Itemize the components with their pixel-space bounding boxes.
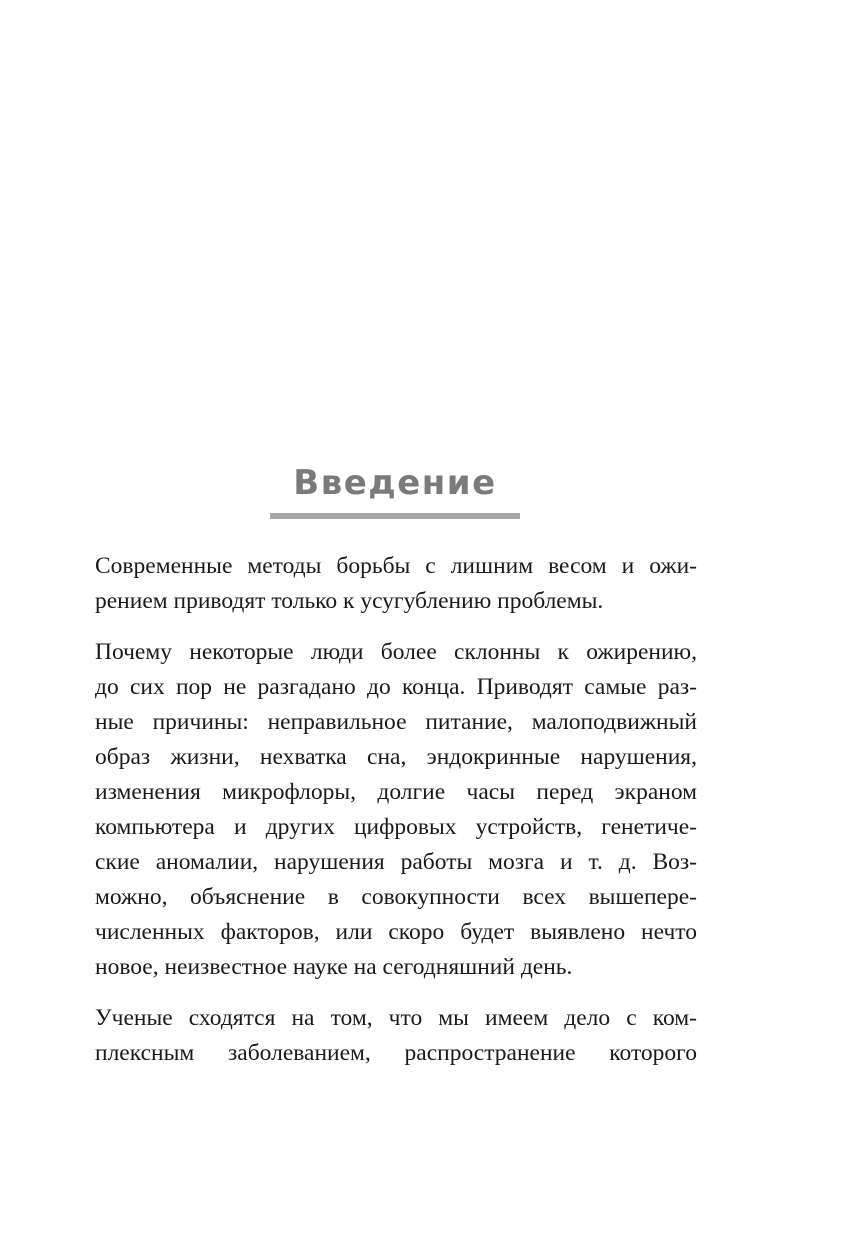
text-line: новое, неизвестное науке на сегодняшний день. <box>95 954 573 980</box>
paragraph-1 <box>95 549 697 619</box>
text-line: образ жизни, нехватка сна, эндокринные нарушения, <box>95 744 697 770</box>
chapter-heading <box>270 460 520 506</box>
text-line: ные причины: неправильное питание, малоподвижный <box>95 709 697 735</box>
text-line: изменения микрофлоры, долгие часы перед экраном <box>95 779 697 805</box>
text-line: плексным заболеванием, распространение которого <box>95 1040 697 1066</box>
body-text <box>95 549 697 1087</box>
text-line: Ученые сходятся на том, что мы имеем дело с ком- <box>95 1005 697 1031</box>
paragraph-3 <box>95 1001 697 1071</box>
text-line: численных факторов, или скоро будет выявлено нечто <box>95 919 697 945</box>
text-line: рением приводят только к усугублению проблемы. <box>95 588 604 614</box>
text-line: Современные методы борьбы с лишним весом и ожи- <box>95 553 697 579</box>
chapter-title: Введение <box>293 463 497 503</box>
text-line: Почему некоторые люди более склонны к ожирению, <box>95 639 697 665</box>
text-line: компьютера и других цифровых устройств, генетиче- <box>95 814 697 840</box>
text-line: ские аномалии, нарушения работы мозга и т. д. Воз- <box>95 849 697 875</box>
chapter-title-underline <box>270 513 520 519</box>
text-line: можно, объяснение в совокупности всех вышепере- <box>95 884 697 910</box>
paragraph-2 <box>95 635 697 985</box>
text-line: до сих пор не разгадано до конца. Приводят самые раз- <box>95 674 697 700</box>
